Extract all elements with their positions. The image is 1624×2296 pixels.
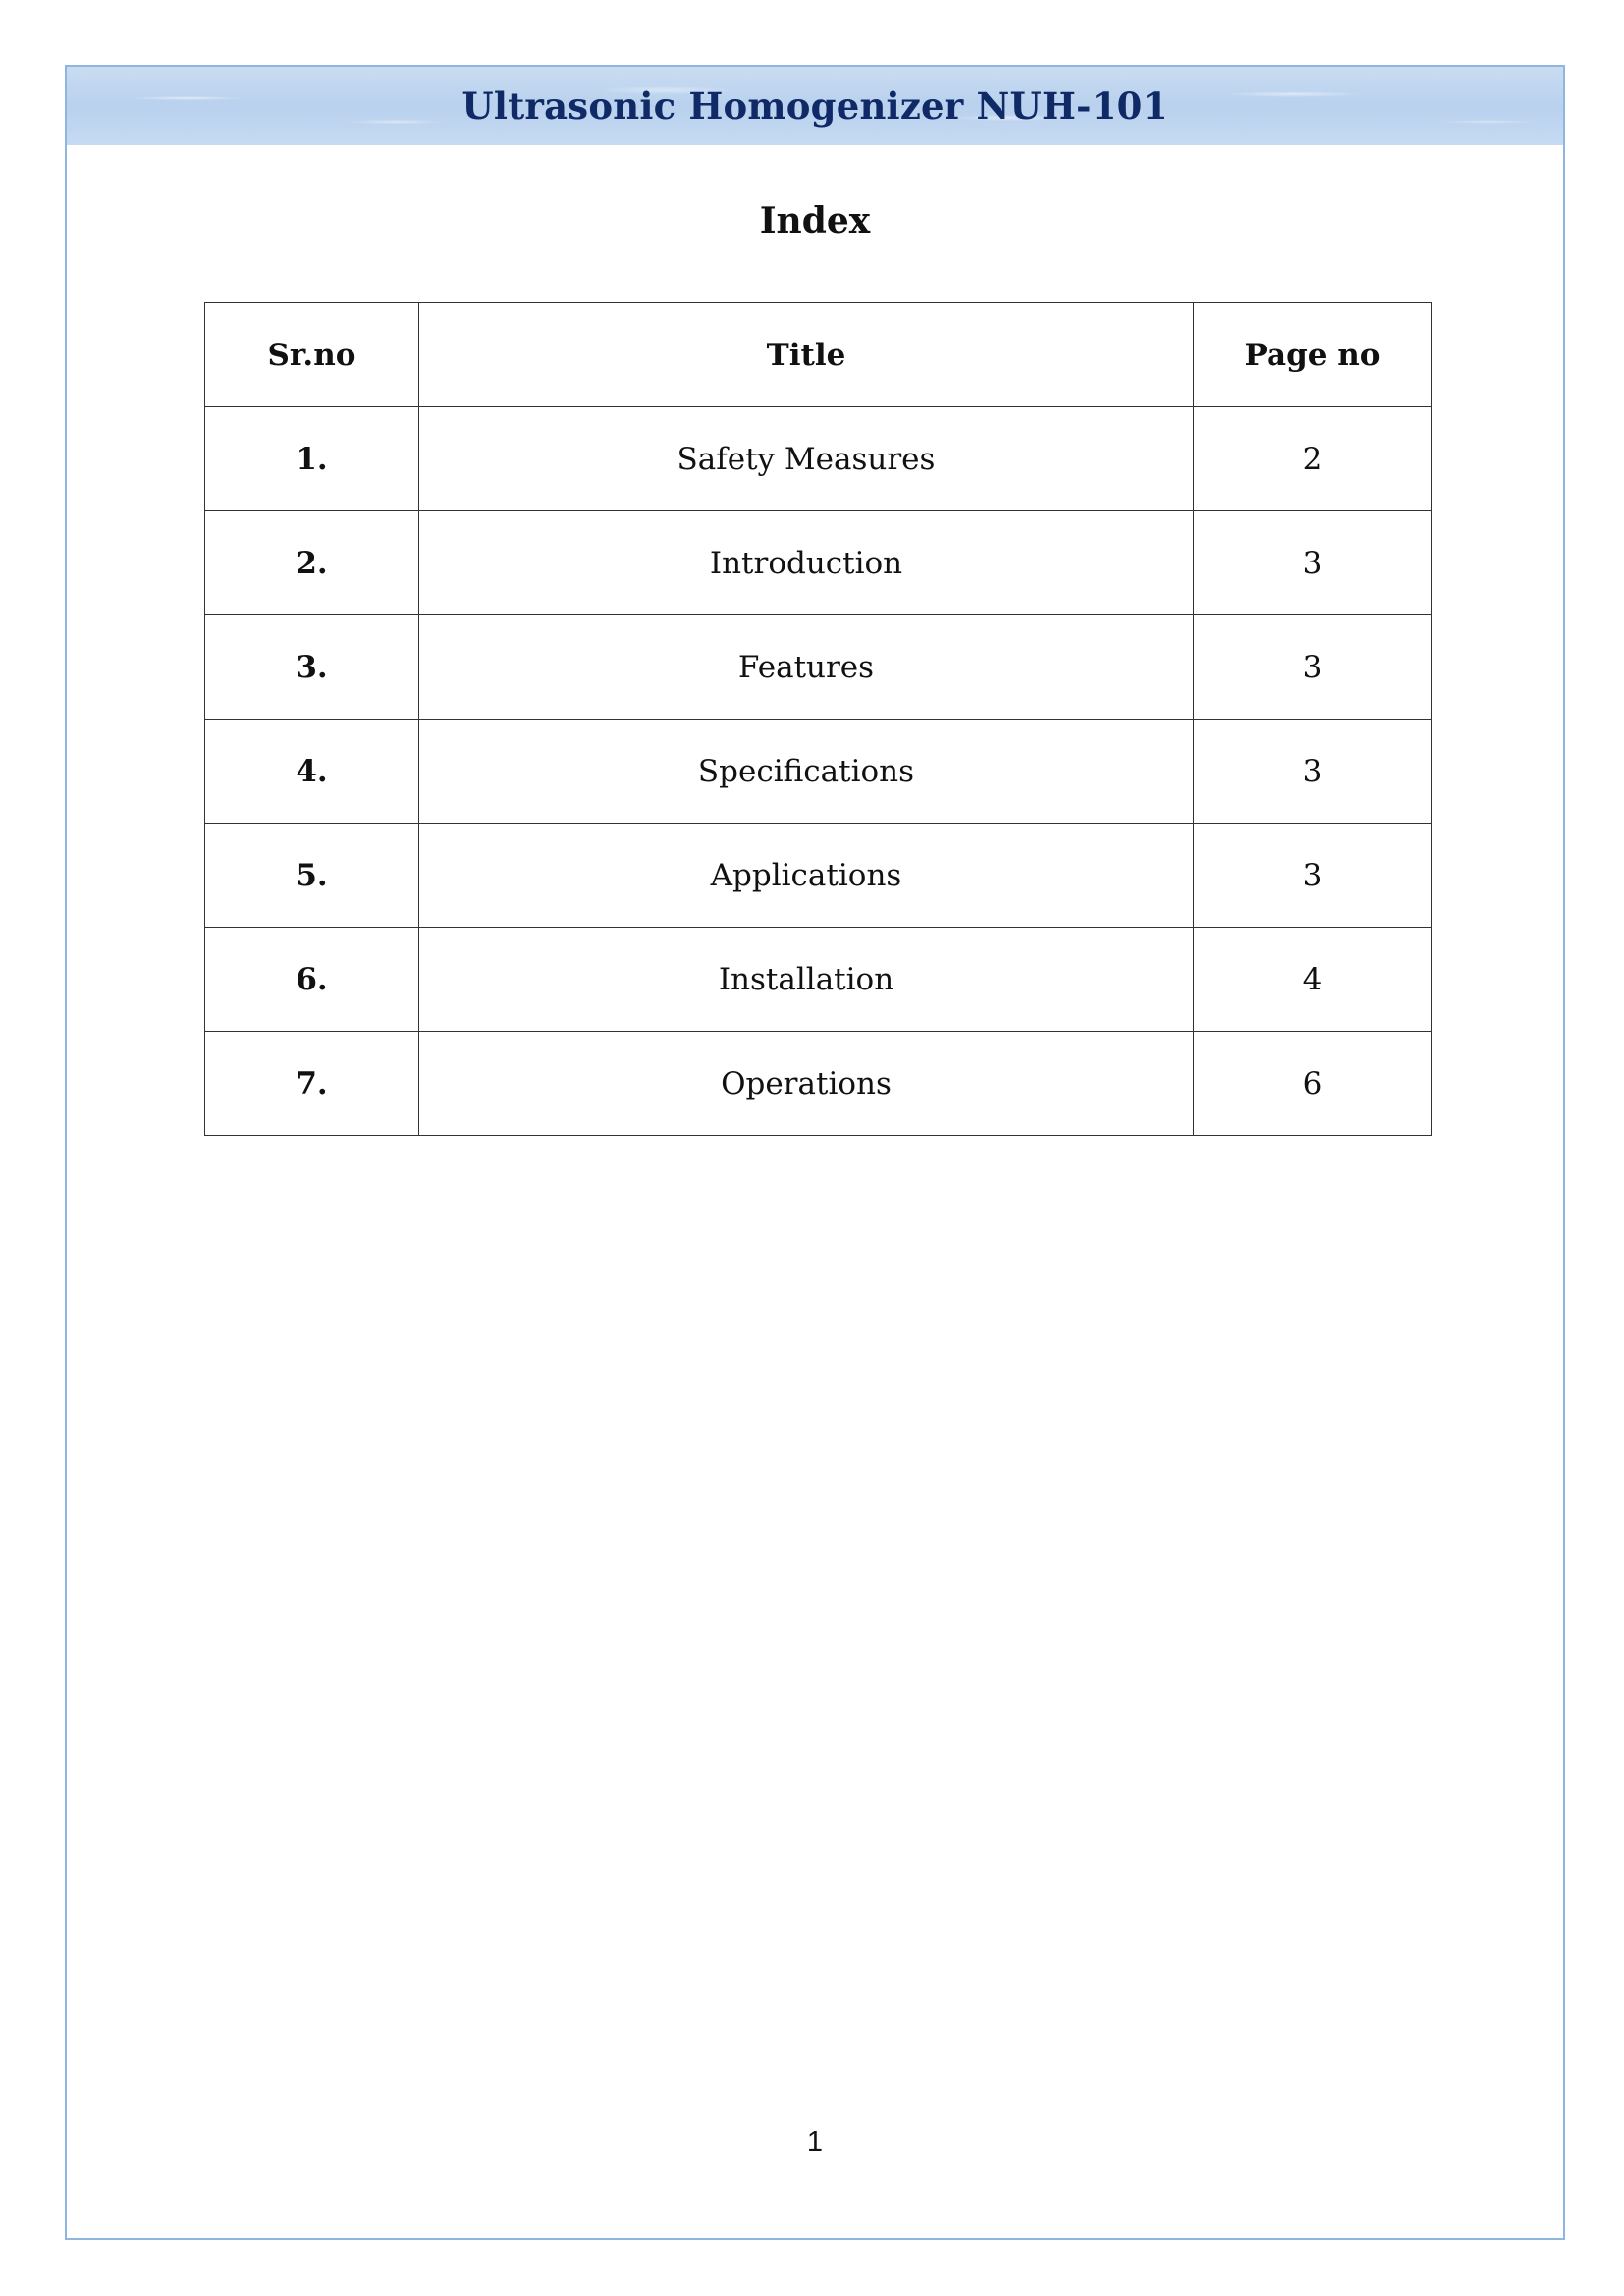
row-page: 3 — [1194, 511, 1432, 615]
document-title: Ultrasonic Homogenizer NUH-101 — [461, 84, 1168, 128]
column-header-srno: Sr.no — [205, 303, 419, 407]
table-row — [205, 407, 1432, 511]
table-row — [205, 928, 1432, 1032]
row-srno: 1. — [205, 407, 419, 511]
page-frame — [65, 65, 1565, 2240]
row-page: 2 — [1194, 407, 1432, 511]
row-title: Applications — [419, 824, 1194, 928]
row-page: 3 — [1194, 824, 1432, 928]
page-number: 1 — [806, 2126, 824, 2158]
row-title: Specifications — [419, 720, 1194, 824]
header-band — [67, 67, 1563, 145]
table-row — [205, 1032, 1432, 1136]
table-row — [205, 824, 1432, 928]
column-header-title: Title — [419, 303, 1194, 407]
index-table — [204, 302, 1432, 1136]
table-row — [205, 615, 1432, 720]
index-heading: Index — [759, 200, 871, 241]
row-title: Features — [419, 615, 1194, 720]
row-title: Introduction — [419, 511, 1194, 615]
row-page: 3 — [1194, 720, 1432, 824]
row-srno: 2. — [205, 511, 419, 615]
row-srno: 5. — [205, 824, 419, 928]
row-page: 4 — [1194, 928, 1432, 1032]
row-page: 6 — [1194, 1032, 1432, 1136]
row-title: Operations — [419, 1032, 1194, 1136]
table-row — [205, 511, 1432, 615]
table-row — [205, 720, 1432, 824]
row-page: 3 — [1194, 615, 1432, 720]
row-title: Safety Measures — [419, 407, 1194, 511]
column-header-page: Page no — [1194, 303, 1432, 407]
row-srno: 3. — [205, 615, 419, 720]
row-srno: 4. — [205, 720, 419, 824]
row-srno: 7. — [205, 1032, 419, 1136]
row-title: Installation — [419, 928, 1194, 1032]
row-srno: 6. — [205, 928, 419, 1032]
table-header-row — [205, 303, 1432, 407]
